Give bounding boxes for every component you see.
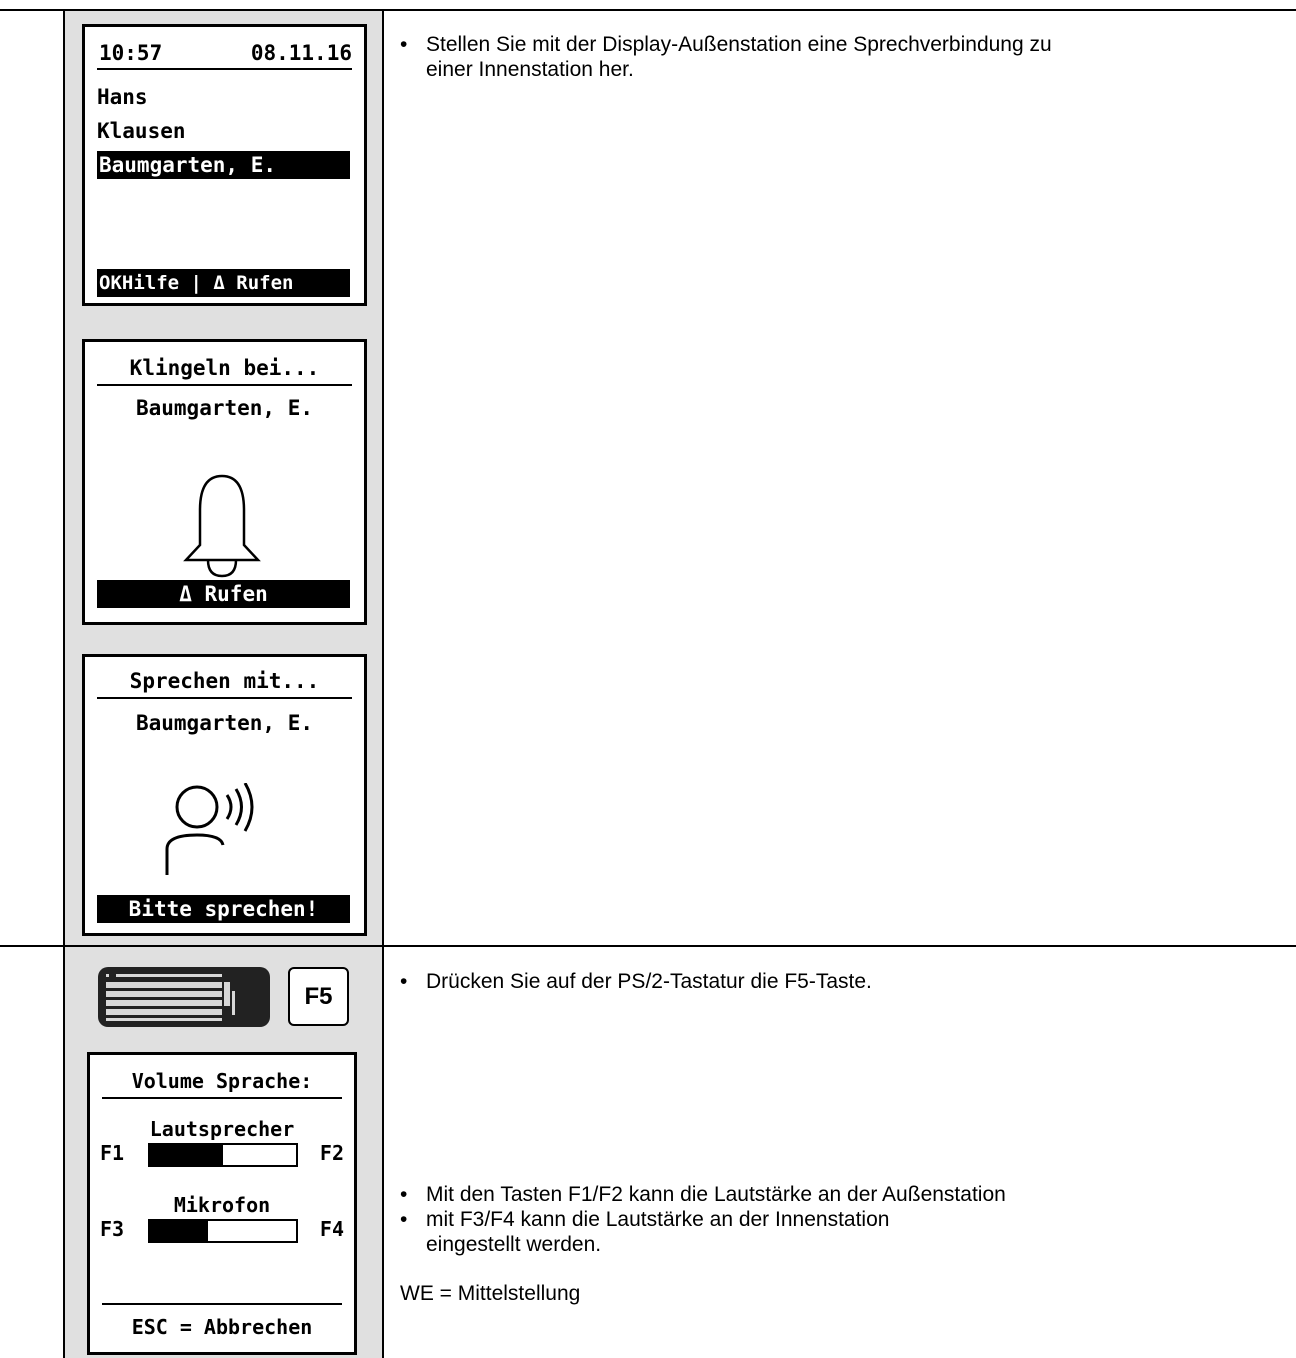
display-screen-ringing	[82, 339, 367, 625]
callee-name: Baumgarten, E.	[135, 396, 313, 420]
speaker-label: Lautsprecher	[149, 1117, 295, 1141]
bullet-point: •	[400, 1183, 408, 1206]
call-button[interactable]: Δ Rufen	[97, 580, 350, 608]
display-screen-volume	[87, 1052, 357, 1355]
speaker-volume-fill	[150, 1145, 223, 1165]
bell-icon	[180, 470, 265, 580]
speaker-volume-slider[interactable]	[148, 1143, 298, 1167]
mic-volume-fill	[150, 1221, 208, 1241]
mic-label: Mikrofon	[173, 1193, 271, 1217]
callee-name: Baumgarten, E.	[135, 711, 313, 735]
instruction-text: eingestellt werden.	[426, 1233, 602, 1256]
speaker-decrease-key[interactable]: F1	[100, 1141, 125, 1165]
footer-divider	[102, 1303, 342, 1305]
list-item[interactable]: Klausen	[97, 119, 186, 143]
instruction-text: Mit den Tasten F1/F2 kann die Lautstärke an der Außenstation	[426, 1183, 1006, 1206]
default-setting-note: WE = Mittelstellung	[400, 1282, 581, 1305]
bullet-point: •	[400, 970, 408, 993]
list-item-selected[interactable]: Baumgarten, E.	[97, 151, 350, 179]
clock-date: 08.11.16	[250, 41, 352, 65]
clock-time: 10:57	[99, 41, 163, 65]
header-underline	[97, 68, 352, 70]
mic-increase-key[interactable]: F4	[319, 1217, 344, 1241]
bullet-point: •	[400, 33, 408, 56]
display-screen-list	[82, 24, 367, 306]
f5-key[interactable]: F5	[288, 967, 349, 1026]
speaking-person-icon	[157, 783, 277, 883]
speaker-increase-key[interactable]: F2	[319, 1141, 344, 1165]
mic-decrease-key[interactable]: F3	[100, 1217, 125, 1241]
screen-title: Sprechen mit...	[129, 669, 320, 693]
list-item[interactable]: Hans	[97, 85, 148, 109]
screen-title: Volume Sprache:	[131, 1069, 313, 1093]
instruction-text: mit F3/F4 kann die Lautstärke an der Innenstation	[426, 1208, 890, 1231]
display-screen-speaking	[82, 654, 367, 936]
instruction-text: Stellen Sie mit der Display-Außenstation eine Sprechverbindung zu	[426, 33, 1052, 56]
title-underline	[97, 697, 352, 699]
screen-title: Klingeln bei...	[129, 356, 320, 380]
instruction-text: einer Innenstation her.	[426, 58, 634, 81]
mic-volume-slider[interactable]	[148, 1219, 298, 1243]
cancel-hint[interactable]: ESC = Abbrechen	[131, 1315, 313, 1339]
keyboard-icon	[98, 967, 270, 1027]
title-underline	[97, 384, 352, 386]
title-underline	[102, 1097, 342, 1099]
softkey-bar[interactable]: OKHilfe | Δ Rufen	[97, 269, 350, 297]
bullet-point: •	[400, 1208, 408, 1231]
column-divider-left	[63, 9, 65, 1358]
column-divider-right	[382, 9, 384, 1358]
instruction-text: Drücken Sie auf der PS/2-Tastatur die F5-Taste.	[426, 970, 872, 993]
status-bar: Bitte sprechen!	[97, 895, 350, 923]
